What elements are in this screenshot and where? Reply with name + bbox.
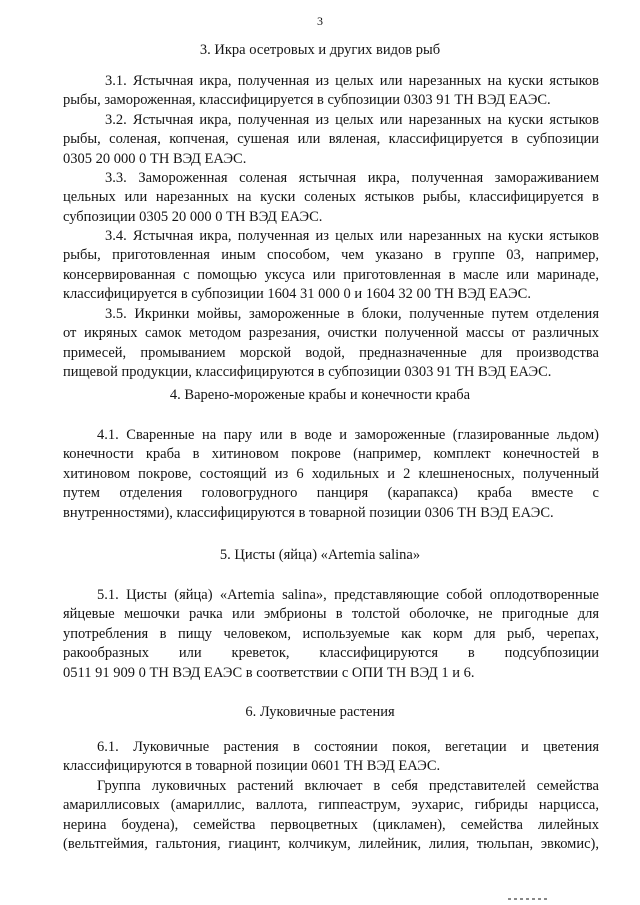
text-line: 3.5. Икринки мойвы, замороженные в блоки, полученные путем отделения — [105, 306, 599, 322]
paragraph-6-1 — [63, 738, 599, 777]
text-line: Группа луковичных растений включает в себя представителей семейства — [97, 778, 599, 794]
text-line: нерина боудена), семейства первоцветных (цикламен), семейства лилейных — [63, 816, 599, 833]
text-line: рыбы, соленая, копченая, сушеная или вяленая, классифицируется в субпозиции — [63, 131, 599, 148]
text-line: примесей, промыванием морской водой, предназначенные для производства — [63, 344, 599, 361]
text-line: классифицируются в товарной позиции 0601 ТН ВЭД ЕАЭС. — [63, 758, 441, 775]
text-line: амариллисовых (амариллис, валлота, гиппеаструм, эухарис, гибриды нарцисса, — [63, 797, 599, 814]
text-line: рыбы, замороженная, классифицируется в субпозиции 0303 91 ТН ВЭД ЕАЭС. — [63, 92, 551, 109]
paragraph-3-1 — [63, 72, 599, 111]
paragraph-3-2 — [63, 111, 599, 169]
text-line: цельных или нарезанных на куски соленых ястыков рыбы, классифицируется в — [63, 189, 599, 206]
text-line: 6.1. Луковичные растения в состоянии покоя, вегетации и цветения — [97, 739, 599, 755]
text-line: 3.2. Ястычная икра, полученная из целых или нарезанных на куски ястыков — [105, 112, 599, 128]
text-line: хитиновом покрове, состоящий из 6 ходильных и 2 клешненосных, полученный — [63, 465, 599, 482]
text-line: конечности краба в хитиновом покрове (например, комплект конечностей в — [63, 446, 599, 463]
scan-artifact — [508, 898, 548, 900]
text-line: субпозиции 0305 20 000 0 ТН ВЭД ЕАЭС. — [63, 208, 323, 225]
text-line: (вельтгеймия, гальтония, гиацинт, колчикум, лилейник, лилия, тюльпан, эвкомис), — [63, 836, 599, 853]
paragraph-3-3 — [63, 169, 599, 227]
paragraph-6-2 — [63, 777, 599, 855]
text-line: рыбы, приготовленная иным способом, чем указано в группе 03, например, — [63, 247, 599, 264]
text-line: от икряных самок методом разрезания, очистки полученной массы от различных — [63, 325, 599, 342]
section-heading-4: 4. Варено-мороженые крабы и конечности краба — [169, 387, 471, 403]
text-line: 3.1. Ястычная икра, полученная из целых или нарезанных на куски ястыков — [105, 73, 599, 89]
text-line: ракообразных или креветок, классифицируются в подсубпозиции — [63, 645, 599, 662]
paragraph-4-1 — [63, 426, 599, 523]
text-line: 0511 91 909 0 ТН ВЭД ЕАЭС в соответствии с ОПИ ТН ВЭД 1 и 6. — [63, 664, 475, 681]
text-line: путем отделения головогрудного панциря (карапакса) краба вместе с — [63, 485, 599, 502]
text-line: 4.1. Сваренные на пару или в воде и замороженные (глазированные льдом) — [97, 427, 599, 443]
text-line: 3.3. Замороженная соленая ястычная икра, полученная замораживанием — [105, 170, 599, 186]
text-line: классифицируется в субпозиции 1604 31 000 0 и 1604 32 00 ТН ВЭД ЕАЭС. — [63, 286, 531, 303]
section-heading-5: 5. Цисты (яйца) «Artemia salina» — [219, 547, 421, 563]
text-line: пищевой продукции, классифицируются в субпозиции 0303 91 ТН ВЭД ЕАЭС. — [63, 364, 552, 381]
page-number: 3 — [317, 14, 323, 28]
text-line: яйцевые мешочки рачка или эмбрионы в толстой оболочке, не пригодные для — [63, 606, 599, 623]
text-line: 0305 20 000 0 ТН ВЭД ЕАЭС. — [63, 150, 247, 167]
text-line: употребления в пищу человеком, используемые как корм для рыб, черепах, — [63, 625, 599, 642]
text-line: внутренностями), классифицируются в товарной позиции 0306 ТН ВЭД ЕАЭС. — [63, 504, 554, 521]
paragraph-3-5 — [63, 305, 599, 383]
paragraph-5-1 — [63, 586, 599, 683]
paragraph-3-4 — [63, 227, 599, 305]
text-line: консервированная с помощью уксуса или приготовленная в масле или маринаде, — [63, 266, 599, 283]
section-heading-6: 6. Луковичные растения — [245, 704, 395, 720]
section-heading-3: 3. Икра осетровых и других видов рыб — [199, 42, 441, 58]
text-line: 5.1. Цисты (яйца) «Artemia salina», представляющие собой оплодотворенные — [97, 587, 599, 603]
text-line: 3.4. Ястычная икра, полученная из целых или нарезанных на куски ястыков — [105, 228, 599, 244]
